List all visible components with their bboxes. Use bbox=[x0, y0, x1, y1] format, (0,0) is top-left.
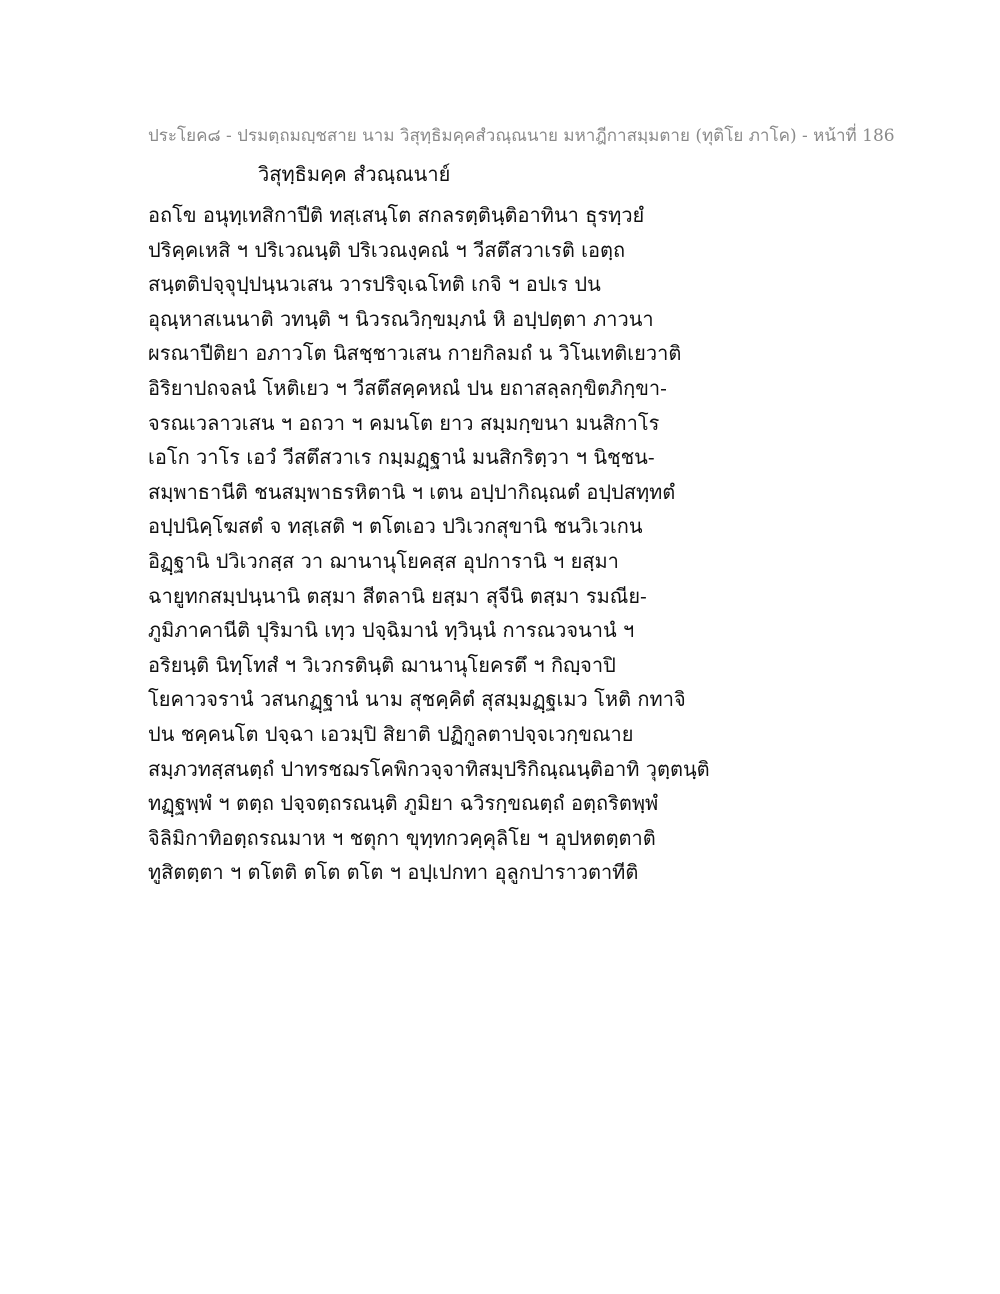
text-line: ผรณาปีติยา อภาวโต นิสชฺชาวเสน กายกิลมถํ น วิโนเทติเยวาติ bbox=[148, 341, 682, 366]
text-line: อิริยาปถจลนํ โหติเยว ฯ วีสตึสคฺคหณํ ปน ยถาสลฺลกฺขิตภิกฺขา- bbox=[148, 375, 667, 400]
text-line: ปน ชคฺคนโต ปจฺฉา เอวมฺปิ สิยาติ ปฏิกูลตาปจฺจเวกฺขณาย bbox=[148, 721, 634, 746]
text-line: เอโก วาโร เอวํ วีสตึสวาเร กมฺมฏฺฐานํ มนสิกริตฺวา ฯ นิชฺชน- bbox=[148, 445, 655, 470]
text-line: สนฺตติปจฺจุปฺปนฺนวเสน วารปริจฺเฉโทติ เกจิ ฯ อปเร ปน bbox=[148, 272, 601, 297]
page-header: ประโยค๘ - ปรมตฺถมญฺชสาย นาม วิสุทฺธิมคฺคสํวณฺณนาย มหาฎีกาสมฺมตาย (ทุติโย ภาโค) - หน้าที่ 186 bbox=[148, 126, 895, 146]
text-line: อปฺปนิคฺโฆสตํ จ ทสฺเสติ ฯ ตโตเอว ปวิเวกสุขานิ ชนวิเวเกน bbox=[148, 514, 643, 539]
text-line: จรณเวลาวเสน ฯ อถวา ฯ คมนโต ยาว สมฺมกฺขนา มนสิกาโร bbox=[148, 410, 660, 435]
text-line: ภูมิภาคานีติ ปุริมานิ เทฺว ปจฺฉิมานํ ทฺวินฺนํ การณวจนานํ ฯ bbox=[148, 618, 635, 643]
text-line: สมฺภวทสฺสนตฺถํ ปาทรชฌรโคพิกวจฺจาทิสมฺปริกิณฺณนฺติอาทิ วุตฺตนฺติ bbox=[148, 756, 710, 781]
text-line: โยคาวจรานํ วสนกฏฺฐานํ นาม สุชคฺคิตํ สุสมฺมฏฺฐเมว โหติ กทาจิ bbox=[148, 687, 686, 712]
text-line: ปริคฺคเหสิ ฯ ปริเวณนฺติ ปริเวณงฺคณํ ฯ วีสตึสวาเรติ เอตฺถ bbox=[148, 237, 626, 262]
text-line: ฉายูทกสมฺปนฺนานิ ตสฺมา สีตลานิ ยสฺมา สุจีนิ ตสฺมา รมณีย- bbox=[148, 583, 647, 608]
text-line: จิลิมิกาทิอตฺถรณมาห ฯ ชตุกา ขุทฺทกวคฺคุลิโย ฯ อุปหตตฺตาติ bbox=[148, 825, 656, 850]
text-line: ทฏฺฐพฺพํ ฯ ตตฺถ ปจฺจตฺถรณนฺติ ภูมิยา ฉวิรกฺขณตฺถํ อตฺถริตพฺพํ bbox=[148, 791, 659, 816]
text-line: อริยนฺติ นิทฺโทสํ ฯ วิเวกรตินฺติ ฌานานุโยครตึ ฯ กิญฺจาปิ bbox=[148, 652, 616, 677]
text-line: สมฺพาธานีติ ชนสมฺพาธรหิตานิ ฯ เตน อปฺปากิณฺณตํ อปฺปสทฺทตํ bbox=[148, 479, 676, 504]
text-line: ทูสิตตฺตา ฯ ตโตติ ตโต ตโต ฯ อปฺเปกทา อุลูกปาราวตาทีติ bbox=[148, 860, 639, 885]
text-line: อิฏฺฐานิ ปวิเวกสฺส วา ฌานานุโยคสฺส อุปการานิ ฯ ยสฺมา bbox=[148, 548, 619, 573]
text-line: อถโข อนุทฺเทสิกาปีติ ทสฺเสนฺโต สกลรตฺตินฺติอาทินา ธุรทฺวยํ bbox=[148, 203, 645, 227]
section-title: วิสุทฺธิมคฺค สํวณฺณนาย์ bbox=[258, 162, 451, 186]
text-line: อุณฺหาสเนนาติ วทนฺติ ฯ นิวรณวิกฺขมฺภนํ หิ อปฺปตฺตา ภาวนา bbox=[148, 306, 654, 331]
body-text bbox=[148, 198, 908, 890]
